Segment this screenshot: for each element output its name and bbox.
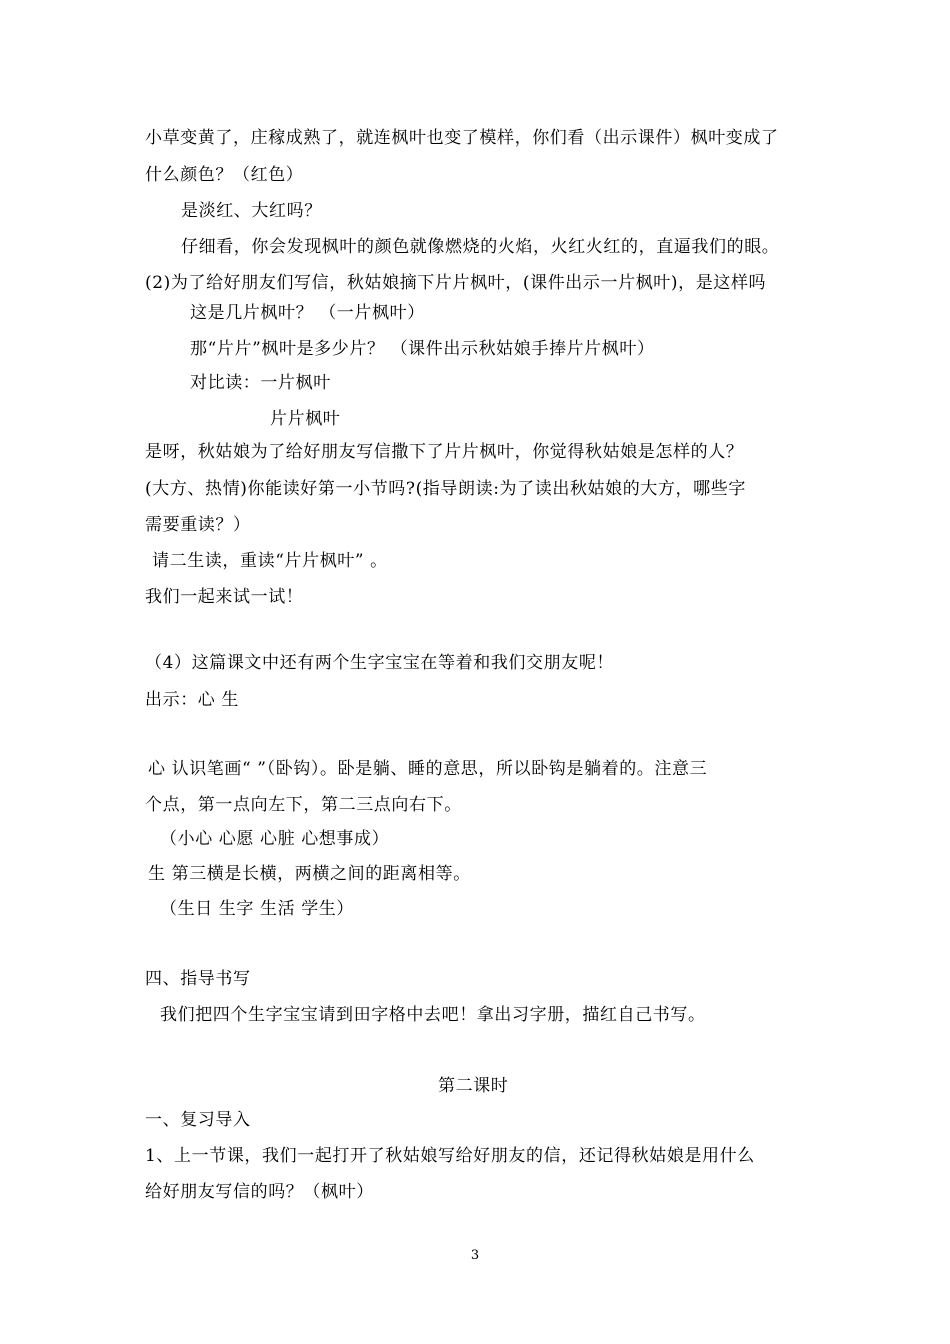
text-line: 需要重读？） — [145, 515, 251, 535]
text-line: 1、上一节课，我们一起打开了秋姑娘写给好朋友的信，还记得秋姑娘是用什么 — [145, 1146, 755, 1166]
text-line: 出示：心 生 — [145, 690, 240, 710]
text-line: 个点，第一点向左下，第二三点向右下。 — [145, 795, 462, 815]
text-line: 心 认识笔画“ ”（卧钩）。卧是躺、睡的意思，所以卧钩是躺着的。注意三 — [148, 759, 708, 779]
text-line: 片片枫叶 — [270, 409, 341, 429]
section-heading: 一、复习导入 — [145, 1110, 251, 1130]
text-line: (大方、热情)你能读好第一小节吗?(指导朗读:为了读出秋姑娘的大方，哪些字 — [145, 479, 746, 499]
text-line: 这是几片枫叶？ （一片枫叶） — [190, 303, 425, 323]
text-line: 对比读：一片枫叶 — [190, 373, 331, 393]
text-line: 小草变黄了，庄稼成熟了，就连枫叶也变了模样，你们看（出示课件）枫叶变成了 — [145, 128, 779, 148]
text-line: （生日 生字 生活 学生） — [160, 899, 355, 919]
text-line: 是呀，秋姑娘为了给好朋友写信撒下了片片枫叶，你觉得秋姑娘是怎样的人？ — [145, 442, 744, 462]
text-line: 我们一起来试一试！ — [145, 587, 304, 607]
page-number: 3 — [470, 1248, 480, 1263]
section-heading: 四、指导书写 — [145, 969, 251, 989]
text-line: 请二生读，重读“片片枫叶” 。 — [152, 551, 388, 571]
text-line: 那“片片”枫叶是多少片？ （课件出示秋姑娘手捧片片枫叶） — [190, 339, 655, 359]
text-line: 是淡红、大红吗？ — [181, 201, 322, 221]
lesson-title: 第二课时 — [438, 1076, 509, 1096]
text-line: 什么颜色？（红色） — [145, 165, 304, 185]
text-line: (2)为了给好朋友们写信，秋姑娘摘下片片枫叶，(课件出示一片枫叶)，是这样吗 — [145, 273, 767, 293]
text-line: 仔细看，你会发现枫叶的颜色就像燃烧的火焰，火红火红的，直逼我们的眼。 — [181, 237, 780, 257]
text-line: 我们把四个生字宝宝请到田字格中去吧！拿出习字册，描红自己书写。 — [160, 1005, 706, 1025]
text-line: 生 第三横是长横，两横之间的距离相等。 — [148, 864, 471, 884]
text-line: （4）这篇课文中还有两个生字宝宝在等着和我们交朋友呢！ — [145, 653, 615, 673]
text-line: 给好朋友写信的吗？（枫叶） — [145, 1182, 374, 1202]
text-line: （小心 心愿 心脏 心想事成） — [160, 829, 390, 849]
